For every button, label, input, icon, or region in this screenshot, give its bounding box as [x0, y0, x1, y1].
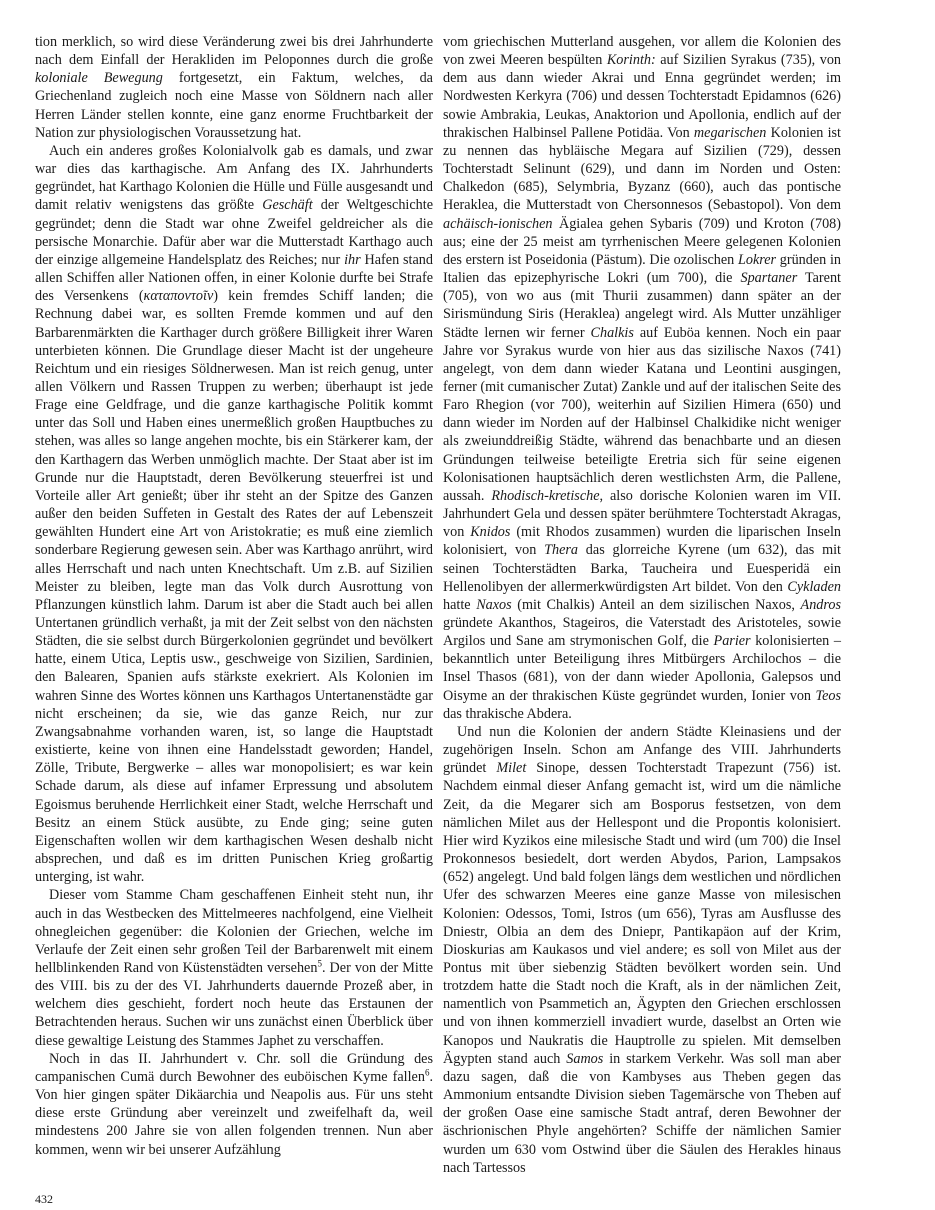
text-run: auf Sizilien Syrakus (735), von dem aus dann wieder Akrai und Enna gegründet werden; im Nordwesten Kerkyra (706) und dessen Tochterstadt Epidamnos (626) sowie Ambrakia, Leukas, Anaktorion und Apollonia, endlich auf der thrakischen Halbinsel Pallene Potidäa. Von — [443, 52, 842, 141]
text-run: vom griechischen Mutterland ausgehen, vor allem die Kolonien des von zwei Meeren bespülten — [443, 34, 841, 69]
text-run: Ägialea gehen Sybaris (709) und Kroton (708) aus; eine der 25 meist am tyrrhenischen Meere gelegenen Kolonien des erstern ist Poseidonia (Pästum). Die ozolischen — [443, 215, 841, 268]
text-run: gründete Akanthos, Stageiros, die Vaterstadt des Aristoteles, sowie Argilos und Sane am strymonischen Golf, die — [443, 615, 841, 650]
left-text-column — [35, 33, 433, 1159]
left-paragraph — [35, 1050, 433, 1159]
text-run: auf Euböa kennen. Noch ein paar Jahre vor Syrakus wurde von hier aus das sizilische Naxos (741) angelegt, von dem dann wieder Katana und Leontini ausgingen, ferner (mit cumanischer Zutat) Zankle und auf der italischen Seite des Faro Rhegion (vor 700), weiterhin auf Sizilien Himera (650) und dann wieder im Norden auf der Halbinsel Chalkidike nicht weniger als zweiunddreißig Städte, während das benachbarte und an diesen Gründungen teilweise beteiligte Eretria sich für seine eigenen Kolonisationen hauptsächlich deren westlichsten Arm, die Pallene, aussah. — [443, 324, 841, 504]
italic-term: καταποντοῖν — [143, 288, 214, 305]
text-run: Sinope, dessen Tochterstadt Trapezunt (756) ist. Nachdem einmal dieser Anfang gemacht ist, wird um die nämliche Zeit, da die Megarer sich am Bosporus festsetzen, von dem nämlichen Milet aus der Hellespont und die Propontis kolonisiert. Hier wird Kyzikos eine milesische Stadt und wird (um 700) die Insel Prokonnesos besiedelt, dort werden Abydos, Parion, Lampsakos (652) angelegt. Und bald folgen längs dem westlichen und nördlichen Ufer des schwarzen Meeres eine ganze Masse von milesischen Kolonien: Odessos, Tomi, Istros (um 656), Tyras am Ausflusse des Dniestr, Olbia an dem des Dniepr, Pantikapäon auf der Krim, Dioskurias am Kaukasos und viel andere; es soll von Milet aus der Pontus mit über siebenzig Städten bevölkert worden sein. Und trotzdem hatte die Stadt noch die Kraft, als in der nämlichen Zeit, namentlich von Psammetich an, Ägypten den Griechen erschlossen und von ihnen kommerziell invadiert wurde, daselbst an Orten wie Kanopos und Naukratis die Hauptrolle zu spielen. Mit demselben Ägypten stand auch — [443, 760, 842, 1067]
italic-term: Milet — [496, 760, 527, 777]
left-paragraph — [35, 33, 433, 142]
text-run: in starkem Verkehr. Was soll man aber dazu sagen, daß die von Kambyses aus Theben gegen das Ammonium entsandte Division sieben Tagemärsche von Theben auf der großen Oase eine samische Stadt antraf, deren Bewohner der äschrionischen Phyle angehörten? Schiffe der nämlichen Samier wurden um 630 vom Ostwind über die Säulen des Herakles hinaus nach Tartessos — [443, 1050, 842, 1176]
text-run: Auch ein anderes großes Kolonialvolk gab es damals, und zwar war dies das karthagische. Am Anfang des IX. Jahrhunderts gegründet, hat Karthago Kolonien die Hülle und Fülle ausgesandt und damit relativ wenigstens das größte — [35, 142, 433, 214]
text-run: kolonisierten – bekanntlich unter Beteiligung ihres Mitbürgers Archilochos – die Insel Thasos (681), von der dann wieder Apollonia, Galepsos und Oisyme an der thrakischen Küste gegründet wurden, Ionier von — [443, 633, 842, 704]
italic-term: megarischen — [693, 124, 767, 141]
text-run: Und nun die Kolonien der andern Städte Kleinasiens und der zugehörigen Inseln. Schon am Anfange des VIII. Jahrhunderts gründet — [443, 723, 841, 777]
text-run: der Weltgeschichte gegründet; denn die Stadt war ohne Zweifel geldreicher als die persische Monarchie. Dafür aber war die Mutterstadt Karthago auch der einzige allgemeine Handelsplatz des Reiches; nur — [35, 197, 433, 268]
text-run: tion merklich, so wird diese Veränderung zwei bis drei Jahrhunderte nach dem Einfall der Herakliden im Peloponnes durch die große — [35, 34, 433, 69]
footnote-marker: 6 — [424, 1067, 430, 1078]
text-run: (mit Chalkis) Anteil an dem sizilischen Naxos, — [511, 596, 801, 613]
italic-term: Samos — [566, 1050, 604, 1067]
italic-term: Lokrer — [737, 251, 777, 268]
italic-term: Rhodisch-kretische — [491, 487, 600, 504]
page-number: 432 — [35, 1192, 53, 1206]
italic-term: achäisch-ionischen — [443, 215, 553, 232]
left-paragraph — [35, 142, 433, 886]
italic-term: Korinth: — [606, 52, 656, 69]
right-paragraph — [443, 723, 841, 1177]
text-run: Dieser vom Stamme Cham geschaffenen Einheit steht nun, ihr auch in das Westbecken des Mittelmeeres nachfolgend, eine Vielheit ohnegleichen gegenüber: die Kolonien der Griechen, welche im Verlaufe der Zeit einen sehr großen Teil der Barbarenwelt mit einem hellblinkenden Rand von Küstenstädten versehen — [35, 887, 433, 976]
text-run: . Der von der Mitte des VIII. bis zu der des VI. Jahrhunderts dauernde Prozeß aber, in welchem dies geschieht, fordert noch heute das Erstaunen der Betrachtenden heraus. Suchen wir uns zunächst einen Überblick über diese gewaltige Leistung des Stammes Japhet zu verschaffen. — [35, 959, 434, 1049]
text-run: Hafen stand allen Schiffen aller Nationen offen, in einer Kolonie durfte bei Strafe des Versenkens ( — [35, 251, 433, 305]
text-run: Tarent (705), von wo aus (mit Thurii zusammen) dann später an der Sirismündung Siris (Heraklea) angelegt wird. Als Mutter unzähliger Städte lernen wir ferner — [443, 270, 841, 341]
italic-term: Teos — [815, 687, 841, 704]
italic-term: ihr — [344, 251, 361, 268]
text-run: Noch in das II. Jahrhundert v. Chr. soll die Gründung des campanischen Cumä durch Bewohner des euböischen Kyme fallen — [35, 1050, 433, 1085]
italic-term: Geschäft — [262, 197, 313, 214]
italic-term: Thera — [544, 542, 579, 559]
italic-term: Parier — [713, 633, 751, 650]
italic-term: Andros — [800, 596, 842, 613]
text-run: (mit Rhodos zusammen) wurden die liparischen Inseln kolonisiert, von — [443, 524, 842, 559]
right-paragraph — [443, 33, 841, 723]
text-run: das thrakische Abdera. — [443, 705, 572, 722]
text-run: fortgesetzt, ein Faktum, welches, da Griechenland zugleich noch eine Masse von Söldnern nach aller Herren Länder stellen konnte, eine ganz enorme Fruchtbarkeit der Nation zur physiologischen Voraussetzung hat. — [35, 70, 433, 141]
italic-term: koloniale Bewegung — [35, 70, 163, 87]
footnote-marker: 5 — [317, 958, 322, 969]
text-run: hatte — [443, 596, 477, 613]
text-run: Kolonien ist zu nennen das hybläische Megara auf Sizilien (729), dessen Tochterstadt Selinunt (629), und dann im Norden und Osten: Chalkedon (685), Selymbria, Byzanz (660), auch das pontische Heraklea, die Mutterstadt von Chersonnesos (Sebastopol). Von dem — [443, 124, 841, 214]
italic-term: Chalkis — [590, 324, 634, 341]
italic-term: Spartaner — [740, 270, 798, 287]
text-run: ) kein fremdes Schiff landen; die Rechnung dabei war, es sollten Fremde kommen und auf den Barbarenmärkten die Karthager durch größere Billigkeit ihrer Waren unterbieten können. Die Grundlage dieser Macht ist der ungeheure Reichtum und ein riesiges Söldnerwesen. Man ist reich genug, unter allen Völkern und Rassen Truppen zu werben; überhaupt ist jede Frage eine Geldfrage, und die ganze karthagische Politik kommt unter das Soll und Haben eines unermeßlich großen Hauptbuches zu stehen, was alles so lange angehen mochte, bis ein Stärkerer kam, der den Karthagern das Werben unmöglich machte. Der Staat aber ist im Grunde nur die Hauptstadt, deren Bevölkerung steuerfrei ist und Vorteile aller Art genießt; über ihr steht an der Spitze des Ganzen außer den beiden Suffeten in Gestalt des Rates der auf Lebenszeit gewählten Hundert eine Art von Aristokratie; es muß eine ziemlich sonderbare Regierung gewesen sein. Aber was Karthago anrührt, wird alles Herrschaft und nach unten Knechtschaft. Um z.B. auf Sizilien Meister zu bleiben, legte man das Volk durch Ausrottung von Pflanzungen künstlich lahm. Darum ist aber die Stadt auch bei allen Untertanen gründlich verhaßt, ja mit der Zeit selbst von den nächsten Städten, die sie selbst durch Bürgerkolonien gegründet und bevölkert hatte, einem Utica, Leptis usw., geschweige von Sizilien, Sardinien, den Balearen, Spanien aufs stärkste exekriert. Als Kolonien im wahren Sinne des Wortes können uns Karthagos Untertanenstädte gar nicht erscheinen; da sie, wie das ganze Reich, nur zur Zwangsabnahme vorhanden waren, ist, so lange die Hauptstadt existierte, keine von ihnen eine Handelsstadt geworden; Handel, Zölle, Tribute, Bergwerke – alles war monopolisiert; es war kein Schade darum, als diese auf infamer Erpressung und absolutem Egoismus beruhende Herrlichkeit einer Stadt, welche Herrschaft und Besitz an einem Stück ausübte, zu Ende ging; seine guten Eigenschaften wollen wir dem karthagischen Wesen deshalb nicht absprechen, und daß es im dritten Punischen Krieg großartig unterging, ist wahr. — [35, 288, 433, 886]
text-run: gründen in Italien das epizephyrische Lokri (um 700), die — [443, 251, 841, 287]
right-text-column — [443, 33, 841, 1177]
text-run: , also dorische Kolonien waren im VII. Jahrhundert Gela und dessen später berühmtere Tochterstadt Akragas, von — [443, 487, 842, 541]
italic-term: Naxos — [476, 596, 512, 613]
left-paragraph — [35, 886, 433, 1049]
italic-term: Knidos — [470, 524, 511, 541]
text-run: das glorreiche Kyrene (um 632), das mit seinen Tochterstädten Barka, Taucheira und Euesperidä ein Hellenolibyen der allermerkwürdigsten Art bildet. Von den — [443, 542, 841, 595]
italic-term: Cykladen — [787, 578, 841, 595]
text-run: . Von hier gingen später Dikäarchia und Neapolis aus. Für uns steht diese erste Gründung aber vereinzelt und zweifelhaft da, weil mindestens 200 Jahre sie von allen folgenden trennen. Nun aber kommen, wenn wir bei unserer Aufzählung — [35, 1068, 433, 1158]
